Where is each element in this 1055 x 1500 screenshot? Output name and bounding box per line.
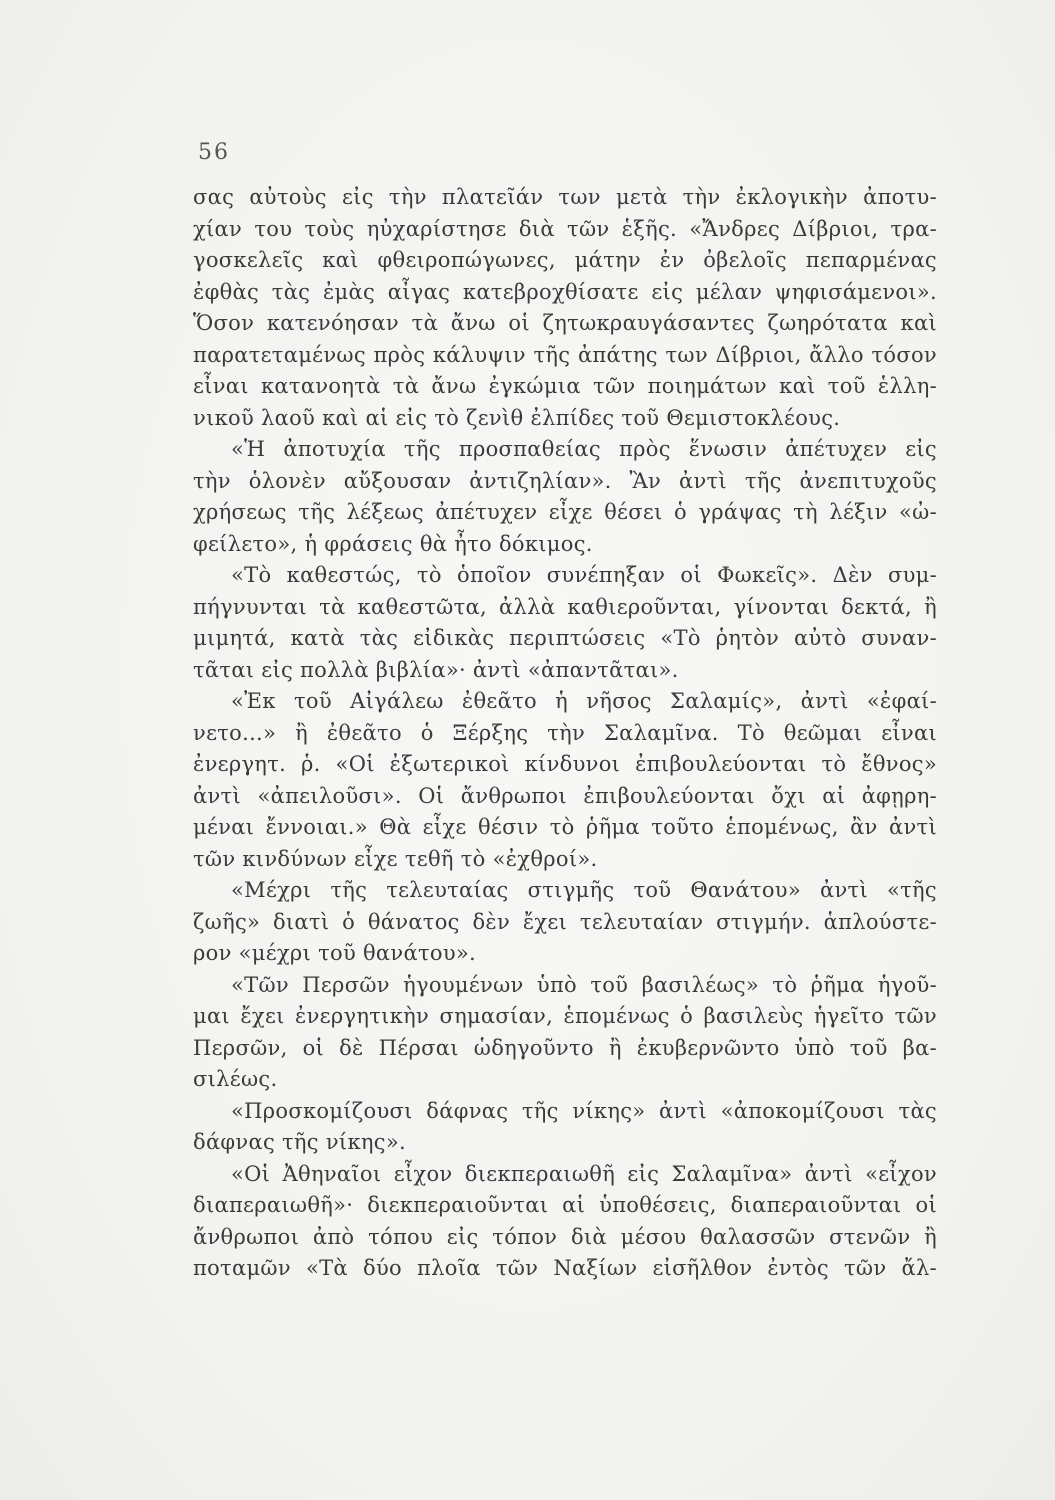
text-line: τᾶται εἰς πολλὰ βιβλία»· ἀντὶ «ἀπαντᾶται». (193, 657, 679, 682)
text-line: «Μέχρι τῆς τελευταίας στιγμῆς τοῦ Θανάτου» ἀντὶ «τῆς (231, 878, 937, 902)
body-text (193, 182, 937, 1285)
text-line: ἐφθὰς τὰς ἐμὰς αἶγας κατεβροχθίσατε εἰς μέλαν ψηφισάμενοι». (193, 279, 937, 304)
text-line: μιμητά, κατὰ τὰς εἰδικὰς περιπτώσεις «Τὸ ῥητὸν αὐτὸ συναν- (193, 626, 937, 650)
page-number: 56 (198, 140, 230, 165)
text-line: δάφνας τῆς νίκης». (193, 1130, 406, 1154)
text-line: εἶναι κατανοητὰ τὰ ἄνω ἐγκώμια τῶν ποιημάτων καὶ τοῦ ἑλλη- (193, 374, 937, 398)
text-line: χίαν του τοὺς ηὐχαρίστησε διὰ τῶν ἑξῆς. «Ἄνδρες Δίβριοι, τρα- (193, 216, 937, 241)
text-line: νετο...» ἢ ἐθεᾶτο ὁ Ξέρξης τὴν Σαλαμῖνα. Τὸ θεῶμαι εἶναι (193, 720, 937, 745)
text-line: «Τῶν Περσῶν ἡγουμένων ὑπὸ τοῦ βασιλέως» τὸ ῥῆμα ἡγοῦ- (231, 972, 937, 997)
text-line: «Ἡ ἀποτυχία τῆς προσπαθείας πρὸς ἕνωσιν ἀπέτυχεν εἰς (231, 437, 937, 461)
text-line: νικοῦ λαοῦ καὶ αἱ εἰς τὸ ζενὶθ ἐλπίδες τοῦ Θεμιστοκλέους. (193, 405, 841, 430)
text-line: Περσῶν, οἱ δὲ Πέρσαι ὡδηγοῦντο ἢ ἐκυβερνῶντο ὑπὸ τοῦ βα- (193, 1035, 937, 1060)
text-line: «Οἱ Ἀθηναῖοι εἶχον διεκπεραιωθῆ εἰς Σαλαμῖνα» ἀντὶ «εἶχον (231, 1161, 937, 1186)
text-line: μέναι ἔννοιαι.» Θὰ εἶχε θέσιν τὸ ῥῆμα τοῦτο ἑπομένως, ἂν ἀντὶ (193, 815, 937, 839)
text-line: παρατεταμένως πρὸς κάλυψιν τῆς ἀπάτης των Δίβριοι, ἄλλο τόσον (193, 342, 937, 367)
text-line: σιλέως. (193, 1067, 278, 1091)
text-line: φείλετο», ἡ φράσεις θὰ ἦτο δόκιμος. (193, 531, 593, 556)
text-line: χρήσεως τῆς λέξεως ἀπέτυχεν εἶχε θέσει ὁ γράψας τὴ λέξιν «ὠ- (193, 500, 937, 524)
text-line: Ὅσον κατενόησαν τὰ ἄνω οἱ ζητωκραυγάσαντες ζωηρότατα καὶ (193, 311, 937, 335)
text-line: «Τὸ καθεστώς, τὸ ὁποῖον συνέπηξαν οἱ Φωκεῖς». Δὲν συμ- (231, 563, 937, 587)
text-line: διαπεραιωθῆ»· διεκπεραιοῦνται αἱ ὑποθέσεις, διαπεραιοῦνται οἱ (193, 1193, 937, 1217)
text-line: ποταμῶν «Τὰ δύο πλοῖα τῶν Ναξίων εἰσῆλθον ἐντὸς τῶν ἄλ- (193, 1256, 937, 1280)
text-line: τὴν ὁλονὲν αὔξουσαν ἀντιζηλίαν». Ἂν ἀντὶ τῆς ἀνεπιτυχοῦς (193, 468, 937, 493)
text-line: μαι ἔχει ἐνεργητικὴν σημασίαν, ἑπομένως ὁ βασιλεὺς ἡγεῖτο τῶν (193, 1004, 937, 1028)
text-line: ἀντὶ «ἀπειλοῦσι». Οἱ ἄνθρωποι ἐπιβουλεύονται ὄχι αἱ ἀφῃρη- (193, 783, 937, 808)
text-line: σας αὐτοὺς εἰς τὴν πλατεῖάν των μετὰ τὴν ἐκλογικὴν ἀποτυ- (193, 185, 937, 209)
text-line: γοσκελεῖς καὶ φθειροπώγωνες, μάτην ἐν ὀβελοῖς πεπαρμένας (193, 248, 937, 272)
text-line: «Ἐκ τοῦ Αἰγάλεω ἐθεᾶτο ἡ νῆσος Σαλαμίς», ἀντὶ «ἐφαί- (231, 689, 937, 713)
text-line: τῶν κινδύνων εἶχε τεθῆ τὸ «ἐχθροί». (193, 846, 598, 871)
text-line: ρον «μέχρι τοῦ θανάτου». (193, 941, 477, 965)
text-line: ἄνθρωποι ἀπὸ τόπου εἰς τόπον διὰ μέσου θαλασσῶν στενῶν ἢ (193, 1224, 937, 1249)
text-line: «Προσκομίζουσι δάφνας τῆς νίκης» ἀντὶ «ἀποκομίζουσι τὰς (231, 1098, 937, 1123)
text-line: ζωῆς» διατὶ ὁ θάνατος δὲν ἔχει τελευταίαν στιγμήν. ἁπλούστε- (193, 909, 937, 934)
text-line: πήγνυνται τὰ καθεστῶτα, ἀλλὰ καθιεροῦνται, γίνονται δεκτά, ἢ (193, 594, 937, 619)
text-line: ἐνεργητ. ῥ. «Οἱ ἐξωτερικοὶ κίνδυνοι ἐπιβουλεύονται τὸ ἔθνος» (193, 752, 937, 776)
